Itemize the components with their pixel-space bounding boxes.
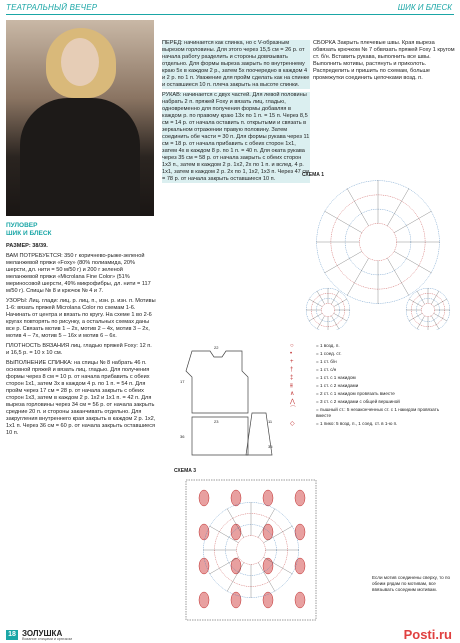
scheme-1-motifs: [306, 180, 450, 330]
motif-petal: [263, 592, 273, 608]
motif-spoke: [309, 313, 322, 321]
motif-petal: [295, 558, 305, 574]
motif-petal: [295, 592, 305, 608]
legend: [290, 343, 455, 429]
scheme-3-note: Если мотив соединены сверху, то по обеим рядам по мотивам, все ввязывать соседним мотивам.: [372, 575, 450, 592]
patterns-text: УЗОРЫ: Лиц. глади: лиц. р. лиц. п., изн. р. изн. п. Мотивы 1-6: вязать пряжей Microlana Color по схемам 1-6. Начинать от центра и вязать по кругу. На схеме 1 во 2-6 кругах повторять по рисунку, а остальных схемах даны все р. Связать мотив 1 – 2х, мотив 2 – 4х, мотив 3 – 2х, мотив 4 – 7х, мотив 5 – 16х и мотив 6 – 6х.: [6, 298, 156, 339]
motif-petal: [295, 524, 305, 540]
magazine-subtitle: Вязание спицами и крючком: [22, 637, 73, 641]
motif-spoke: [387, 258, 409, 296]
page-number: 18: [6, 630, 18, 640]
column-right: [313, 40, 455, 85]
legend-row: [290, 383, 455, 389]
legend-text: = 1 ст. б/н: [316, 359, 337, 364]
motif-petal: [231, 592, 241, 608]
motif-spoke: [387, 188, 409, 226]
size-w2: 23: [214, 419, 219, 424]
legend-text: = 1 ст. с 2 накидами: [316, 383, 359, 388]
motif-spoke: [317, 316, 325, 329]
size-text: РАЗМЕР: 38/39.: [6, 243, 48, 249]
motif-spoke: [317, 291, 325, 304]
size-sl1: 11: [268, 419, 273, 424]
motif-petal: [199, 490, 209, 506]
size-h2: 36: [180, 434, 185, 439]
front-text: ПЕРЕД: начинается как спинка, но с V-образным вырезом горловины. Для этого через 15,5 см = 26 р. от начала работу разделить и стороны довязывать отдельно. Для формы выреза закрыть по внутреннему краю 5х в каждом 2 р., затем 5х поочередно в каждом 4 и 2 р. по 1 п. Уважение для пройм сделать как на спинке и оставшиеся 10 п. плеча закрыть на высоте спинки.: [162, 40, 310, 88]
scheme-1-label: СХЕМА 1: [302, 172, 325, 178]
legend-row: [290, 343, 455, 349]
legend-text: = 3 ст. с 2 накидами с общей вершиной: [316, 399, 400, 404]
magazine-brand: ЗОЛУШКА: [22, 629, 63, 638]
legend-text: = 2 ст. с 1 накидом провязать вместе: [316, 391, 395, 396]
header-right: ШИК И БЛЕСК: [397, 3, 452, 12]
motif-petal: [263, 490, 273, 506]
motif-spoke: [431, 316, 439, 329]
legend-symbol: ∧: [290, 391, 295, 397]
motif-petal: [199, 592, 209, 608]
motif-spoke: [409, 299, 422, 307]
scheme-3-diagram: [172, 466, 372, 626]
gauge-text: ПЛОТНОСТЬ ВЯЗАНИЯ лиц. гладью пряжей Foxy: 12 п. и 16,5 р. = 10 х 10 см.: [6, 343, 152, 356]
motif-petal: [231, 524, 241, 540]
motif-spoke: [394, 251, 432, 273]
motif-spoke: [347, 188, 369, 226]
sleeve-text: РУКАВ: начинается с двух частей. Для левой половины набрать 2 п. пряжей Foxy и вязать лиц. гладью, одновременно для получения формы добавляя в каждом р. по правому краю 13х по 1 п. = 15 п. Через 8,5 см = 14 р. от начала оставить п. открытыми и связать в зеркальном отражении правую половину. Затем соединить обе части = 30 п. Для формы рукава через 11 см = 18 р. от начала прибавить с обеих сторон 1х1, затем 4х в каждом 8 р. по 1 п. = 40 п. Для оката рукава через 35 см = 58 р. от начала закрыть с обеих сторон 1х3 п., затем в каждом 2 р. 1х2, 2х по 1 п. и вслед. 4 р. 1х1, затем в каждом 2 р. 2х по 1, 1х2, 1х3 п. Через 47 см = 78 р. от начала закрыть оставшиеся 10 п.: [162, 92, 310, 182]
legend-symbol: ◇: [290, 421, 295, 427]
legend-text: = 1 ст. с 1 накидом: [316, 375, 356, 380]
motif-petal: [231, 558, 241, 574]
motif-spoke: [309, 299, 322, 307]
size-sl2: 35: [268, 444, 273, 449]
legend-symbol: ‡: [290, 375, 294, 381]
legend-row: [290, 359, 455, 365]
legend-row: [290, 391, 455, 397]
motif-spoke: [334, 313, 347, 321]
legend-text: = пышный ст.: 5 незаконченных ст. с 1 накидом провязать вместе: [316, 407, 440, 418]
motif-ring: [321, 303, 334, 316]
materials-text: ВАМ ПОТРЕБУЕТСЯ: 350 г коричнево-рыже-зеленой меланжевой пряжи «Foxy» (80% полиамида, 20% шерсти, дл. нити = 50 м/50 г) и 200 г зеленой меланжевой пряжи «Microlana Fine Color» (51% мериносовой шерсти, 49% микрофибры, дл. нити = 117 м/50 г). Спицы № 8 и крючок № 4 и 7.: [6, 253, 151, 294]
model-subtitle: ШИК И БЛЕСК: [6, 230, 52, 237]
motif-petal: [231, 490, 241, 506]
header-left: ТЕАТРАЛЬНЫЙ ВЕЧЕР: [6, 3, 98, 12]
motif-spoke: [434, 313, 447, 321]
legend-row: [290, 367, 455, 373]
legend-symbol: ⫵: [290, 383, 293, 389]
motif-ring: [359, 223, 396, 260]
motif-petal: [295, 490, 305, 506]
photo-pullover: [20, 98, 140, 216]
motif-petal: [199, 558, 209, 574]
page-footer: [6, 629, 454, 643]
motif-petal: [199, 524, 209, 540]
legend-row: [290, 407, 455, 419]
motif-spoke: [417, 316, 425, 329]
legend-text: = 1 возд. п.: [316, 343, 340, 348]
motif-spoke: [409, 313, 422, 321]
legend-row: [290, 421, 455, 427]
motif-ring: [421, 303, 434, 316]
motif-spoke: [331, 316, 339, 329]
motif-spoke: [334, 299, 347, 307]
scheme-3-motif: [199, 490, 305, 608]
motif-spoke: [324, 251, 362, 273]
legend-row: [290, 351, 455, 357]
legend-symbol: •: [290, 351, 293, 357]
column-left: [6, 222, 156, 440]
watermark: Posti.ru: [403, 627, 452, 642]
schematic-pattern: [162, 343, 282, 463]
work-text: ВЫПОЛНЕНИЕ СПИНКА: на спицы № 8 набрать 46 п. основной пряжей и вязать лиц. гладью. Для получения формы через 8 см = 10 р. от начала прибавить с обеих сторон 1х1, затем 3х в каждом 4 р. по 1 п. = 54 п. Для пройм через 17 см = 28 р. от начала закрыть с обеих сторон 1х3, затем в каждом 2 р. 1х2 и 1х1 п. = 42 п. Для выреза горловины через 34 см = 56 р. от начала закрыть средние 20 п. и стороны заканчивать отдельно. Для закругления внутреннего края закрыть в каждом 2 р. 1х2, 1х1 п. Через 36 см = 60 р. от начала закрыть оставшиеся 10 п.: [6, 360, 156, 436]
motif-spoke: [331, 291, 339, 304]
scheme-3-label: СХЕМА 3: [174, 468, 197, 474]
model-title: ПУЛОВЕР: [6, 222, 38, 229]
motif-spoke: [324, 211, 362, 233]
legend-row: [290, 375, 455, 381]
motif-ring: [237, 536, 266, 565]
size-w1: 22: [214, 345, 219, 350]
legend-text: = 1 соед. ст.: [316, 351, 342, 356]
motif-spoke: [434, 299, 447, 307]
motif-spoke: [417, 291, 425, 304]
size-h1: 17: [180, 379, 185, 384]
motif-spoke: [394, 211, 432, 233]
legend-row: [290, 399, 455, 405]
photo-face: [61, 38, 99, 86]
model-photo: [6, 20, 154, 216]
legend-symbol: ⋀: [290, 399, 295, 405]
legend-symbol: †: [290, 367, 294, 373]
assembly-text: СБОРКА Закрыть плечевые швы. Края выреза обвязать крючком № 7 обвязать пряжей Foxy 1 кругом ст. б/н. Вставить рукава, выполнить все швы. Выполнить мотивы, растянуть и приколоть. Распределить и пришить по схемам, больше промежутки соединить цепочками возд. п.: [313, 40, 455, 81]
scheme-1-diagram: [300, 170, 455, 330]
legend-symbol: ○: [290, 343, 294, 349]
legend-text: = 1 пико: 5 возд. п., 1 соед. ст. в 1-ю п.: [316, 421, 398, 426]
legend-symbol: +: [290, 359, 294, 365]
motif-spoke: [431, 291, 439, 304]
legend-text: = 1 ст. с/н: [316, 367, 337, 372]
column-middle: [162, 40, 310, 186]
motif-spoke: [347, 258, 369, 296]
legend-symbol: ⌒: [290, 407, 297, 413]
header-rule: [6, 14, 454, 15]
